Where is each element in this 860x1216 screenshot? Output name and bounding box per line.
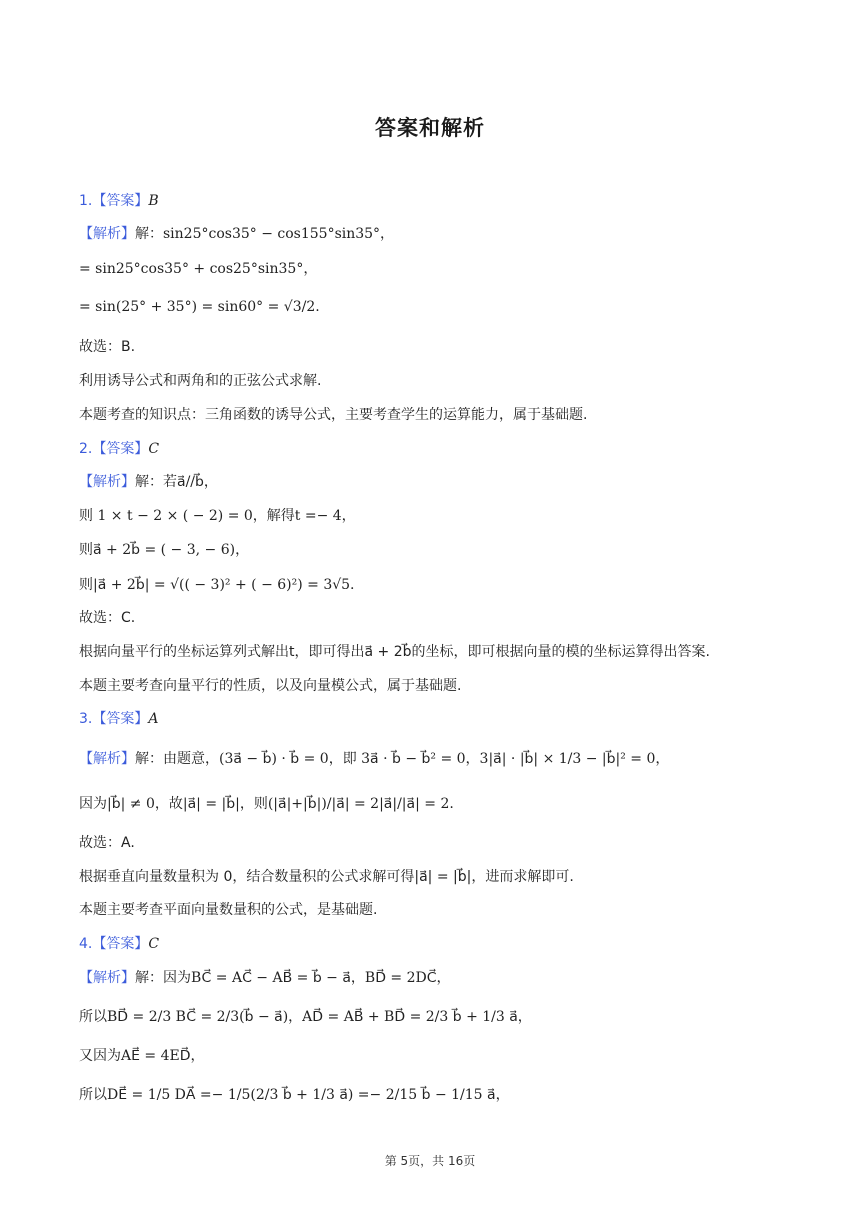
answer-value: B [148,193,159,209]
answer-header-1 [79,190,159,212]
solution-line: 本题主要考查平面向量数量积的公式，是基础题. [79,902,378,918]
solution-line: 因为|b⃗| ≠ 0，故|a⃗| = |b⃗|，则(|a⃗|+|b⃗|)/|a⃗| = 2|a⃗|/|a⃗| = 2. [79,796,454,812]
answer-header-4 [79,933,159,955]
solution-line: 所以DE⃗ = 1/5 DA⃗ =− 1/5(2/3 b⃗ + 1/3 a⃗) =− 2/15 b⃗ − 1/15 a⃗， [79,1087,510,1103]
answer-label: 4.【答案】 [79,936,149,952]
answer-label: 3.【答案】 [79,711,149,727]
solution-line: 则 1 × t − 2 × ( − 2) = 0，解得t =− 4， [79,508,356,524]
solution-line: 故选：A. [79,835,135,851]
page-title: 答案和解析 [375,116,485,140]
analysis-label: 【解析】 [79,751,135,767]
analysis-text: 解：因为BC⃗ = AC⃗ − AB⃗ = b⃗ − a⃗，BD⃗ = 2DC⃗， [135,970,451,986]
analysis-line [79,967,451,989]
solution-line: = sin25°cos35° + cos25°sin35°， [79,261,318,277]
solution-line: 根据向量平行的坐标运算列式解出t，即可得出a⃗ + 2b⃗的坐标，即可根据向量的模的坐标运算得出答案. [79,644,710,660]
answer-header-3 [79,708,158,730]
analysis-line [79,471,218,493]
answer-header-2 [79,438,159,460]
analysis-label: 【解析】 [79,226,135,242]
solution-line: = sin(25° + 35°) = sin60° = √3/2. [79,299,320,315]
solution-line: 又因为AE⃗ = 4ED⃗， [79,1048,205,1064]
answer-value: A [148,711,159,727]
analysis-text: 解：sin25°cos35° − cos155°sin35°， [135,226,395,242]
solution-line: 根据垂直向量数量积为 0，结合数量积的公式求解可得|a⃗| = |b⃗|，进而求解即可. [79,869,574,885]
page-footer: 第 5页，共 16页 [384,1154,476,1168]
answer-label: 2.【答案】 [79,441,149,457]
solution-line: 利用诱导公式和两角和的正弦公式求解. [79,373,322,389]
analysis-label: 【解析】 [79,474,135,490]
analysis-text: 解：由题意，(3a⃗ − b⃗) · b⃗ = 0，即 3a⃗ · b⃗ − b⃗² = 0，3|a⃗| · |b⃗| × 1/3 − |b⃗|² = 0， [135,751,670,767]
solution-line: 故选：B. [79,339,136,355]
solution-line: 本题考查的知识点：三角函数的诱导公式，主要考查学生的运算能力，属于基础题. [79,407,588,423]
analysis-label: 【解析】 [79,970,135,986]
solution-line: 则|a⃗ + 2b⃗| = √(( − 3)² + ( − 6)²) = 3√5. [79,577,355,593]
analysis-line [79,748,669,770]
solution-line: 本题主要考查向量平行的性质，以及向量模公式，属于基础题. [79,678,462,694]
analysis-line [79,223,394,245]
analysis-text: 解：若a⃗//b⃗， [135,474,218,490]
answer-label: 1.【答案】 [79,193,149,209]
answer-value: C [148,441,160,457]
solution-line: 所以BD⃗ = 2/3 BC⃗ = 2/3(b⃗ − a⃗)，AD⃗ = AB⃗ + BD⃗ = 2/3 b⃗ + 1/3 a⃗， [79,1009,532,1025]
solution-line: 故选：C. [79,610,136,626]
answer-value: C [148,936,160,952]
solution-line: 则a⃗ + 2b⃗ = ( − 3, − 6)， [79,542,250,558]
